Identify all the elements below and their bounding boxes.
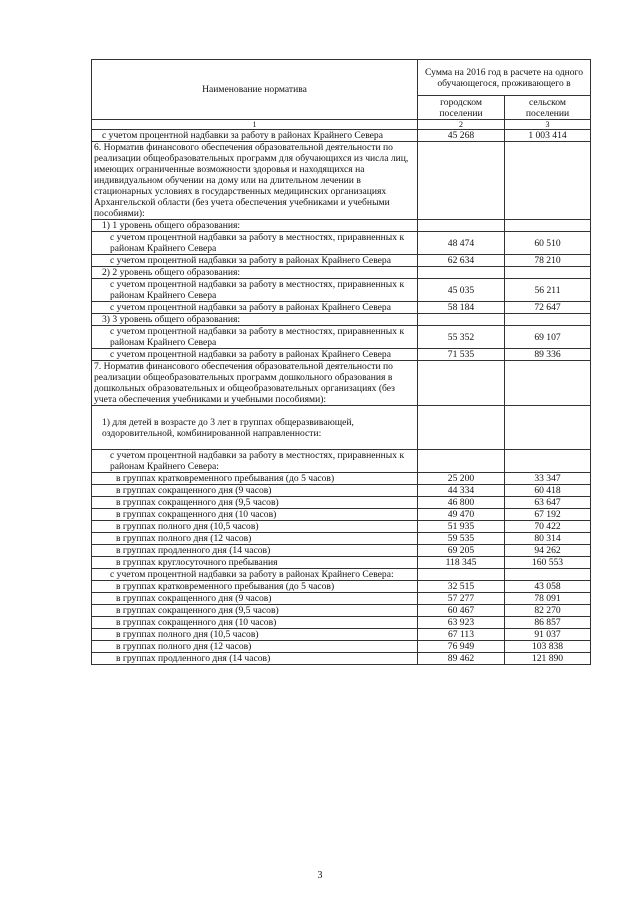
row-rural-value: 121 890 <box>505 653 591 665</box>
header-number-3: 3 <box>505 120 591 130</box>
row-name: 2) 2 уровень общего образования: <box>92 267 418 279</box>
row-name: в группах продленного дня (14 часов) <box>92 545 418 557</box>
row-urban-value: 63 923 <box>418 617 505 629</box>
table-row <box>92 302 591 314</box>
row-urban-value <box>418 406 505 450</box>
row-rural-value: 69 107 <box>505 326 591 349</box>
row-urban-value: 89 462 <box>418 653 505 665</box>
row-urban-value <box>418 569 505 581</box>
header-number-2: 2 <box>418 120 505 130</box>
table-row <box>92 473 591 485</box>
row-name: в группах сокращенного дня (10 часов) <box>92 509 418 521</box>
table-row <box>92 406 591 450</box>
table-row <box>92 557 591 569</box>
row-rural-value: 1 003 414 <box>505 130 591 142</box>
table-row <box>92 605 591 617</box>
row-rural-value: 33 347 <box>505 473 591 485</box>
row-urban-value: 46 800 <box>418 497 505 509</box>
row-urban-value <box>418 314 505 326</box>
row-rural-value: 160 553 <box>505 557 591 569</box>
table-row <box>92 349 591 361</box>
row-rural-value: 86 857 <box>505 617 591 629</box>
table-row <box>92 220 591 232</box>
row-rural-value: 89 336 <box>505 349 591 361</box>
row-name: с учетом процентной надбавки за работу в районах Крайнего Севера: <box>92 569 418 581</box>
table-row <box>92 569 591 581</box>
row-name: 3) 3 уровень общего образования: <box>92 314 418 326</box>
row-rural-value: 72 647 <box>505 302 591 314</box>
row-name: в группах продленного дня (14 часов) <box>92 653 418 665</box>
row-rural-value: 70 422 <box>505 521 591 533</box>
row-rural-value: 60 418 <box>505 485 591 497</box>
row-name: с учетом процентной надбавки за работу в районах Крайнего Севера <box>92 349 418 361</box>
row-rural-value <box>505 314 591 326</box>
row-urban-value: 67 113 <box>418 629 505 641</box>
row-urban-value: 71 535 <box>418 349 505 361</box>
table-row <box>92 617 591 629</box>
row-name: в группах сокращенного дня (9,5 часов) <box>92 605 418 617</box>
row-name: 1) для детей в возрасте до 3 лет в группах общеразвивающей, оздоровительной, комбинированной направленности: <box>92 406 418 450</box>
row-name: в группах сокращенного дня (10 часов) <box>92 617 418 629</box>
row-urban-value <box>418 220 505 232</box>
row-rural-value: 80 314 <box>505 533 591 545</box>
row-name: в группах кратковременного пребывания (до 5 часов) <box>92 581 418 593</box>
row-rural-value: 60 510 <box>505 232 591 255</box>
table-row <box>92 232 591 255</box>
row-urban-value <box>418 267 505 279</box>
header-urban: городском поселении <box>418 96 505 120</box>
row-rural-value <box>505 450 591 473</box>
table-row <box>92 314 591 326</box>
row-urban-value: 62 634 <box>418 255 505 267</box>
header-number-1: 1 <box>92 120 418 130</box>
row-name: с учетом процентной надбавки за работу в районах Крайнего Севера <box>92 302 418 314</box>
row-name: 7. Норматив финансового обеспечения образовательной деятельности по реализации общеобразовательных программ дошкольного образования в дошкольных образовательных и общеобразовательных организациях (без учета обеспечения учебниками и учебными пособиями): <box>92 361 418 406</box>
table-row <box>92 509 591 521</box>
row-name: 1) 1 уровень общего образования: <box>92 220 418 232</box>
table-row <box>92 361 591 406</box>
row-urban-value: 44 334 <box>418 485 505 497</box>
row-rural-value: 78 210 <box>505 255 591 267</box>
row-urban-value <box>418 142 505 220</box>
row-urban-value: 60 467 <box>418 605 505 617</box>
table-row <box>92 255 591 267</box>
row-urban-value <box>418 361 505 406</box>
table-row <box>92 497 591 509</box>
table-row <box>92 130 591 142</box>
row-name: с учетом процентной надбавки за работу в районах Крайнего Севера <box>92 130 418 142</box>
row-rural-value <box>505 406 591 450</box>
table-row <box>92 450 591 473</box>
row-urban-value: 49 470 <box>418 509 505 521</box>
row-name: с учетом процентной надбавки за работу в местностях, приравненных к районам Крайнего Севера: <box>92 450 418 473</box>
row-rural-value <box>505 267 591 279</box>
table-row <box>92 533 591 545</box>
header-name-column: Наименование норматива <box>92 60 418 120</box>
table-row <box>92 629 591 641</box>
row-rural-value: 67 192 <box>505 509 591 521</box>
row-name: 6. Норматив финансового обеспечения образовательной деятельности по реализации общеобразовательных программ для обучающихся из числа лиц, имеющих ограниченные возможности здоровья и находящихся на индивидуальном обучении на дому или на длительном лечении в стационарных условиях в государственных медицинских организациях Архангельской области (без учета обеспечения учебниками и учебными пособиями): <box>92 142 418 220</box>
row-name: в группах полного дня (10,5 часов) <box>92 629 418 641</box>
table-row <box>92 653 591 665</box>
row-name: с учетом процентной надбавки за работу в местностях, приравненных к районам Крайнего Севера <box>92 326 418 349</box>
table-row <box>92 279 591 302</box>
row-rural-value <box>505 142 591 220</box>
row-name: в группах полного дня (12 часов) <box>92 533 418 545</box>
norms-table <box>91 59 591 665</box>
row-urban-value: 48 474 <box>418 232 505 255</box>
row-rural-value: 43 058 <box>505 581 591 593</box>
row-name: с учетом процентной надбавки за работу в местностях, приравненных к районам Крайнего Севера <box>92 232 418 255</box>
row-urban-value <box>418 450 505 473</box>
row-name: в группах кратковременного пребывания (до 5 часов) <box>92 473 418 485</box>
row-rural-value: 94 262 <box>505 545 591 557</box>
row-name: в группах сокращенного дня (9 часов) <box>92 485 418 497</box>
row-urban-value: 59 535 <box>418 533 505 545</box>
row-urban-value: 69 205 <box>418 545 505 557</box>
header-sum-column: Сумма на 2016 год в расчете на одного обучающегося, проживающего в <box>418 60 591 96</box>
table-row <box>92 521 591 533</box>
table-row <box>92 581 591 593</box>
row-urban-value: 118 345 <box>418 557 505 569</box>
row-name: в группах сокращенного дня (9 часов) <box>92 593 418 605</box>
table-row <box>92 267 591 279</box>
table-row <box>92 326 591 349</box>
row-name: с учетом процентной надбавки за работу в районах Крайнего Севера <box>92 255 418 267</box>
row-urban-value: 25 200 <box>418 473 505 485</box>
row-name: в группах полного дня (12 часов) <box>92 641 418 653</box>
table-row <box>92 593 591 605</box>
row-name: в группах полного дня (10,5 часов) <box>92 521 418 533</box>
row-rural-value: 82 270 <box>505 605 591 617</box>
row-urban-value: 45 035 <box>418 279 505 302</box>
row-rural-value: 91 037 <box>505 629 591 641</box>
row-urban-value: 32 515 <box>418 581 505 593</box>
row-urban-value: 57 277 <box>418 593 505 605</box>
row-urban-value: 51 935 <box>418 521 505 533</box>
row-urban-value: 45 268 <box>418 130 505 142</box>
row-name: с учетом процентной надбавки за работу в местностях, приравненных к районам Крайнего Севера <box>92 279 418 302</box>
page-number: 3 <box>317 870 323 881</box>
row-name: в группах круглосуточного пребывания <box>92 557 418 569</box>
row-urban-value: 76 949 <box>418 641 505 653</box>
table-row <box>92 641 591 653</box>
row-urban-value: 55 352 <box>418 326 505 349</box>
table-row <box>92 545 591 557</box>
row-name: в группах сокращенного дня (9,5 часов) <box>92 497 418 509</box>
table-body <box>92 130 591 665</box>
row-rural-value <box>505 220 591 232</box>
header-rural: сельском поселении <box>505 96 591 120</box>
row-rural-value <box>505 361 591 406</box>
row-rural-value: 56 211 <box>505 279 591 302</box>
row-rural-value: 63 647 <box>505 497 591 509</box>
table-row <box>92 485 591 497</box>
row-rural-value: 78 091 <box>505 593 591 605</box>
row-rural-value: 103 838 <box>505 641 591 653</box>
row-urban-value: 58 184 <box>418 302 505 314</box>
table-row <box>92 142 591 220</box>
row-rural-value <box>505 569 591 581</box>
